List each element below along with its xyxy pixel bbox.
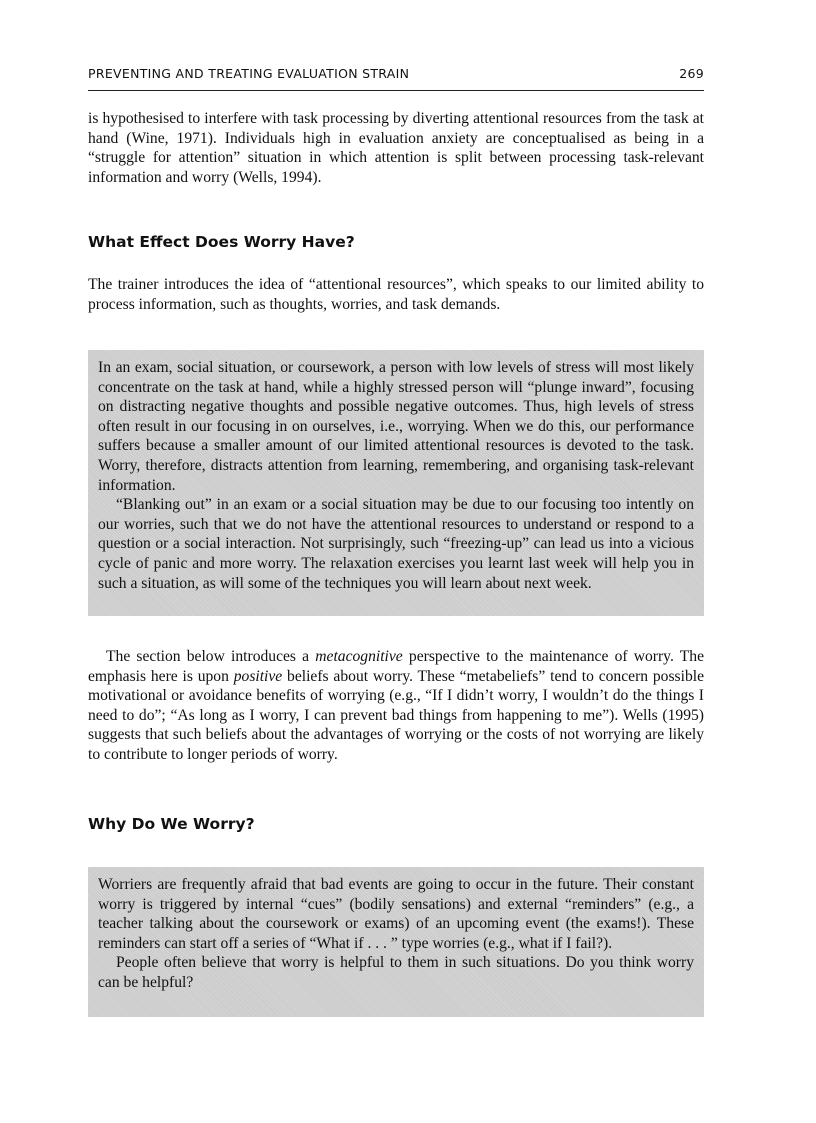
text: perspective to the maintenance of worry. The emphasis here is upon bbox=[88, 648, 704, 685]
paragraph-intro: is hypothesised to interfere with task processing by diverting attentional resources from the task at hand (Wine, 1971). Individuals high in evaluation anxiety are conceptualised as being in a “struggle for attention” situation in which attention is split between processing task-relevant information and worry (Wells, 1994). bbox=[88, 110, 704, 186]
emphasis: metacognitive bbox=[315, 648, 403, 665]
shaded-box-trainer-script-2 bbox=[88, 867, 704, 1017]
section-heading-why-worry: Why Do We Worry? bbox=[88, 815, 255, 833]
text: The section below introduces a bbox=[106, 648, 316, 665]
running-title: PREVENTING AND TREATING EVALUATION STRAIN bbox=[88, 66, 410, 81]
paragraph-metacognitive bbox=[88, 647, 704, 765]
box1-paragraph-2: “Blanking out” in an exam or a social situation may be due to our focusing too intently on our worries, such that we do not have the attentional resources to understand or respond to a question or a social interaction. Not surprisingly, such “freezing-up” can lead us into a vicious cycle of panic and more worry. The relaxation exercises you learnt last week will help you in such a situation, as will some of the techniques you will learn about next week. bbox=[98, 496, 694, 592]
section-heading-worry-effect: What Effect Does Worry Have? bbox=[88, 233, 355, 251]
running-header bbox=[88, 66, 704, 81]
paragraph-attentional-resources: The trainer introduces the idea of “attentional resources”, which speaks to our limited ability to process information, such as thoughts, worries, and task demands. bbox=[88, 276, 704, 313]
box2-paragraph-1: Worriers are frequently afraid that bad events are going to occur in the future. Their constant worry is triggered by internal “cues” (bodily sensations) and external “reminders” (e.g., a teacher talking about the coursework or exams) of an upcoming event (the exams!). These reminders can start off a series of “What if . . . ” type worries (e.g., what if I fail?). bbox=[98, 876, 694, 952]
box1-paragraph-1: In an exam, social situation, or coursework, a person with low levels of stress will most likely concentrate on the task at hand, while a highly stressed person will “plunge inward”, focusing on distracting negative thoughts and possible negative outcomes. Thus, high levels of stress often result in our focusing in on ourselves, i.e., worrying. When we do this, our performance suffers because a smaller amount of our limited attentional resources is devoted to the task. Worry, therefore, distracts attention from learning, remembering, and organising task-relevant information. bbox=[98, 359, 694, 494]
shaded-box-trainer-script-1 bbox=[88, 350, 704, 616]
emphasis: positive bbox=[233, 667, 283, 685]
text: beliefs about worry. These “metabeliefs” tend to concern possible motivational or avoidance benefits of worrying (e.g., “If I didn’t worry, I wouldn’t do the things I need to do”; “As long as I worry, I can prevent bad things from happening to me”). Wells (1995) suggests that such beliefs about the advantages of worrying or the costs of not worrying are likely to contribute to longer periods of worry. bbox=[88, 667, 704, 763]
page-number: 269 bbox=[679, 66, 704, 81]
header-rule bbox=[88, 90, 704, 91]
box2-paragraph-2: People often believe that worry is helpful to them in such situations. Do you think worry can be helpful? bbox=[98, 954, 694, 991]
